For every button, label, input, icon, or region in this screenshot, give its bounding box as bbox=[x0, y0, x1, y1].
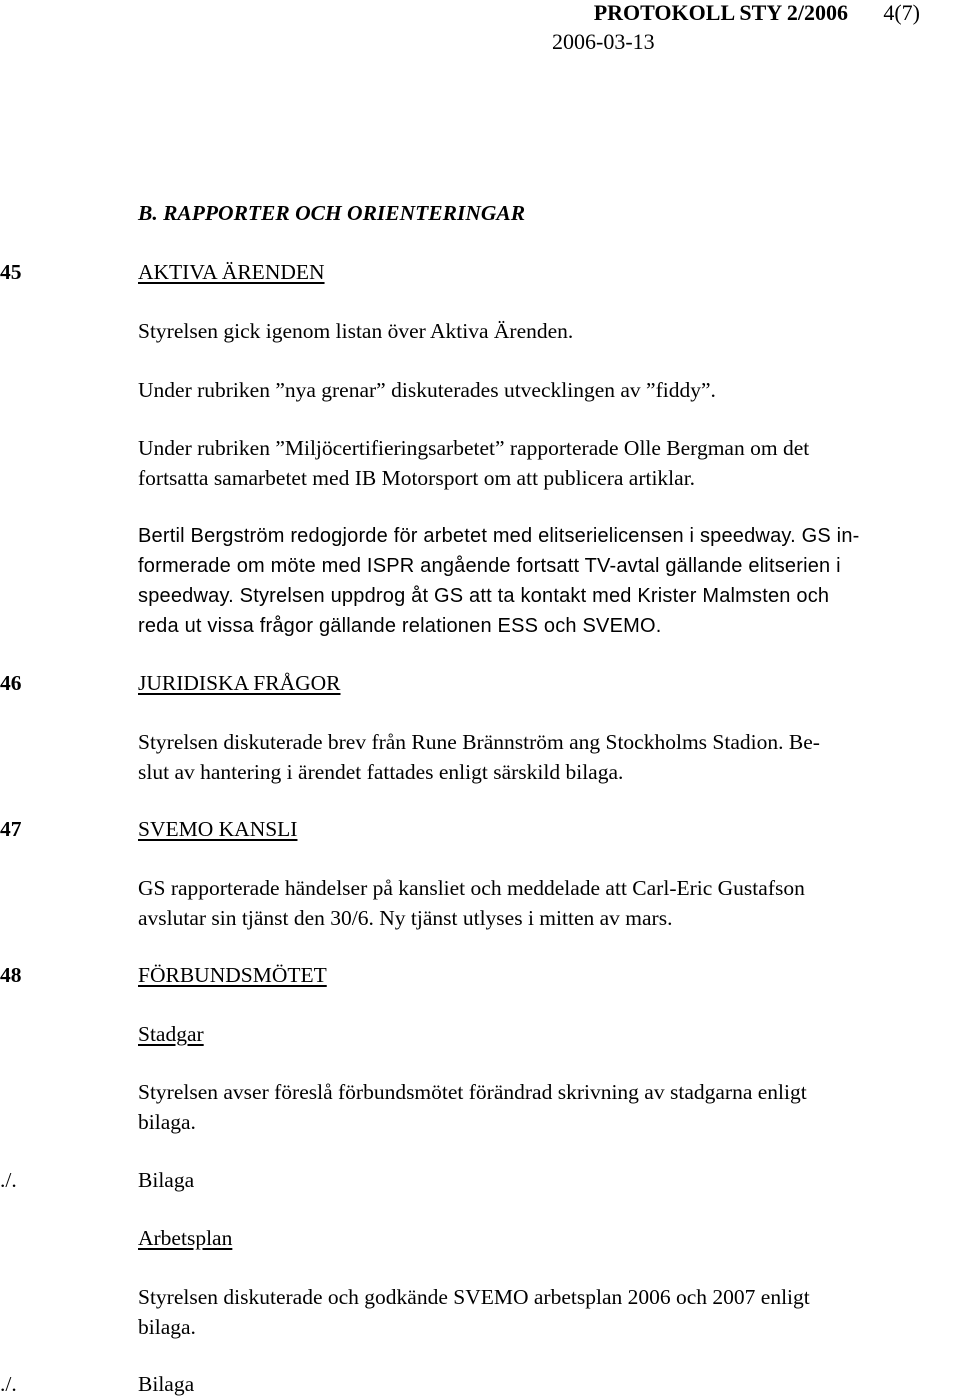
stadgar-margin-mark: ./. bbox=[0, 1168, 17, 1192]
item-46-para-1-line-2: slut av hantering i ärendet fattades enligt särskild bilaga. bbox=[138, 760, 624, 784]
item-45-para-2-line-1: Under rubriken ”nya grenar” diskuterades utvecklingen av ”fiddy”. bbox=[138, 378, 716, 402]
section-b-title: B. RAPPORTER OCH ORIENTERINGAR bbox=[138, 201, 526, 225]
item-45-para-3-line-2: fortsatta samarbetet med IB Motorsport om att publicera artiklar. bbox=[138, 466, 696, 490]
subsection-arbetsplan-line-1: Styrelsen diskuterade och godkände SVEMO arbetsplan 2006 och 2007 enligt bbox=[138, 1285, 810, 1309]
item-46-number: 46 bbox=[0, 671, 22, 695]
subsection-stadgar-heading: Stadgar bbox=[138, 1022, 204, 1046]
subsection-stadgar-line-2: bilaga. bbox=[138, 1110, 196, 1134]
item-48-number: 48 bbox=[0, 963, 22, 987]
item-46-para-1-line-1: Styrelsen diskuterade brev från Rune Brännström ang Stockholms Stadion. Be- bbox=[138, 730, 820, 754]
item-47-para-1-line-2: avslutar sin tjänst den 30/6. Ny tjänst utlyses i mitten av mars. bbox=[138, 906, 673, 930]
item-45-heading: AKTIVA ÄRENDEN bbox=[138, 260, 325, 284]
subsection-stadgar-line-1: Styrelsen avser föreslå förbundsmötet förändrad skrivning av stadgarna enligt bbox=[138, 1080, 807, 1104]
item-48-heading: FÖRBUNDSMÖTET bbox=[138, 963, 327, 987]
page-number: 4(7) bbox=[883, 0, 920, 25]
item-47-para-1-line-1: GS rapporterade händelser på kansliet och meddelade att Carl-Eric Gustafson bbox=[138, 876, 805, 900]
arbetsplan-margin-mark: ./. bbox=[0, 1372, 17, 1396]
document-date: 2006-03-13 bbox=[552, 29, 655, 54]
item-47-heading: SVEMO KANSLI bbox=[138, 817, 298, 841]
item-45-para-4-line-2: formerade om möte med ISPR angående fortsatt TV-avtal gällande elitserien i bbox=[138, 555, 841, 577]
subsection-arbetsplan-line-2: bilaga. bbox=[138, 1315, 196, 1339]
item-45-para-3-line-1: Under rubriken ”Miljöcertifieringsarbetet” rapporterade Olle Bergman om det bbox=[138, 436, 810, 460]
item-45-para-4-line-4: reda ut vissa frågor gällande relationen ESS och SVEMO. bbox=[138, 615, 662, 637]
item-47-number: 47 bbox=[0, 817, 22, 841]
item-45-para-1-line-1: Styrelsen gick igenom listan över Aktiva Ärenden. bbox=[138, 319, 574, 343]
item-45-number: 45 bbox=[0, 260, 22, 284]
document-title: PROTOKOLL STY 2/2006 bbox=[593, 0, 848, 25]
item-45-para-4-line-3: speedway. Styrelsen uppdrog åt GS att ta kontakt med Krister Malmsten och bbox=[138, 585, 830, 607]
subsection-arbetsplan-heading: Arbetsplan bbox=[138, 1226, 233, 1250]
item-45-para-4-line-1: Bertil Bergström redogjorde för arbetet med elitserielicensen i speedway. GS in- bbox=[138, 525, 860, 547]
item-46-heading: JURIDISKA FRÅGOR bbox=[138, 671, 341, 695]
stadgar-attachment-link[interactable]: Bilaga bbox=[138, 1168, 195, 1192]
arbetsplan-attachment-link[interactable]: Bilaga bbox=[138, 1372, 195, 1396]
